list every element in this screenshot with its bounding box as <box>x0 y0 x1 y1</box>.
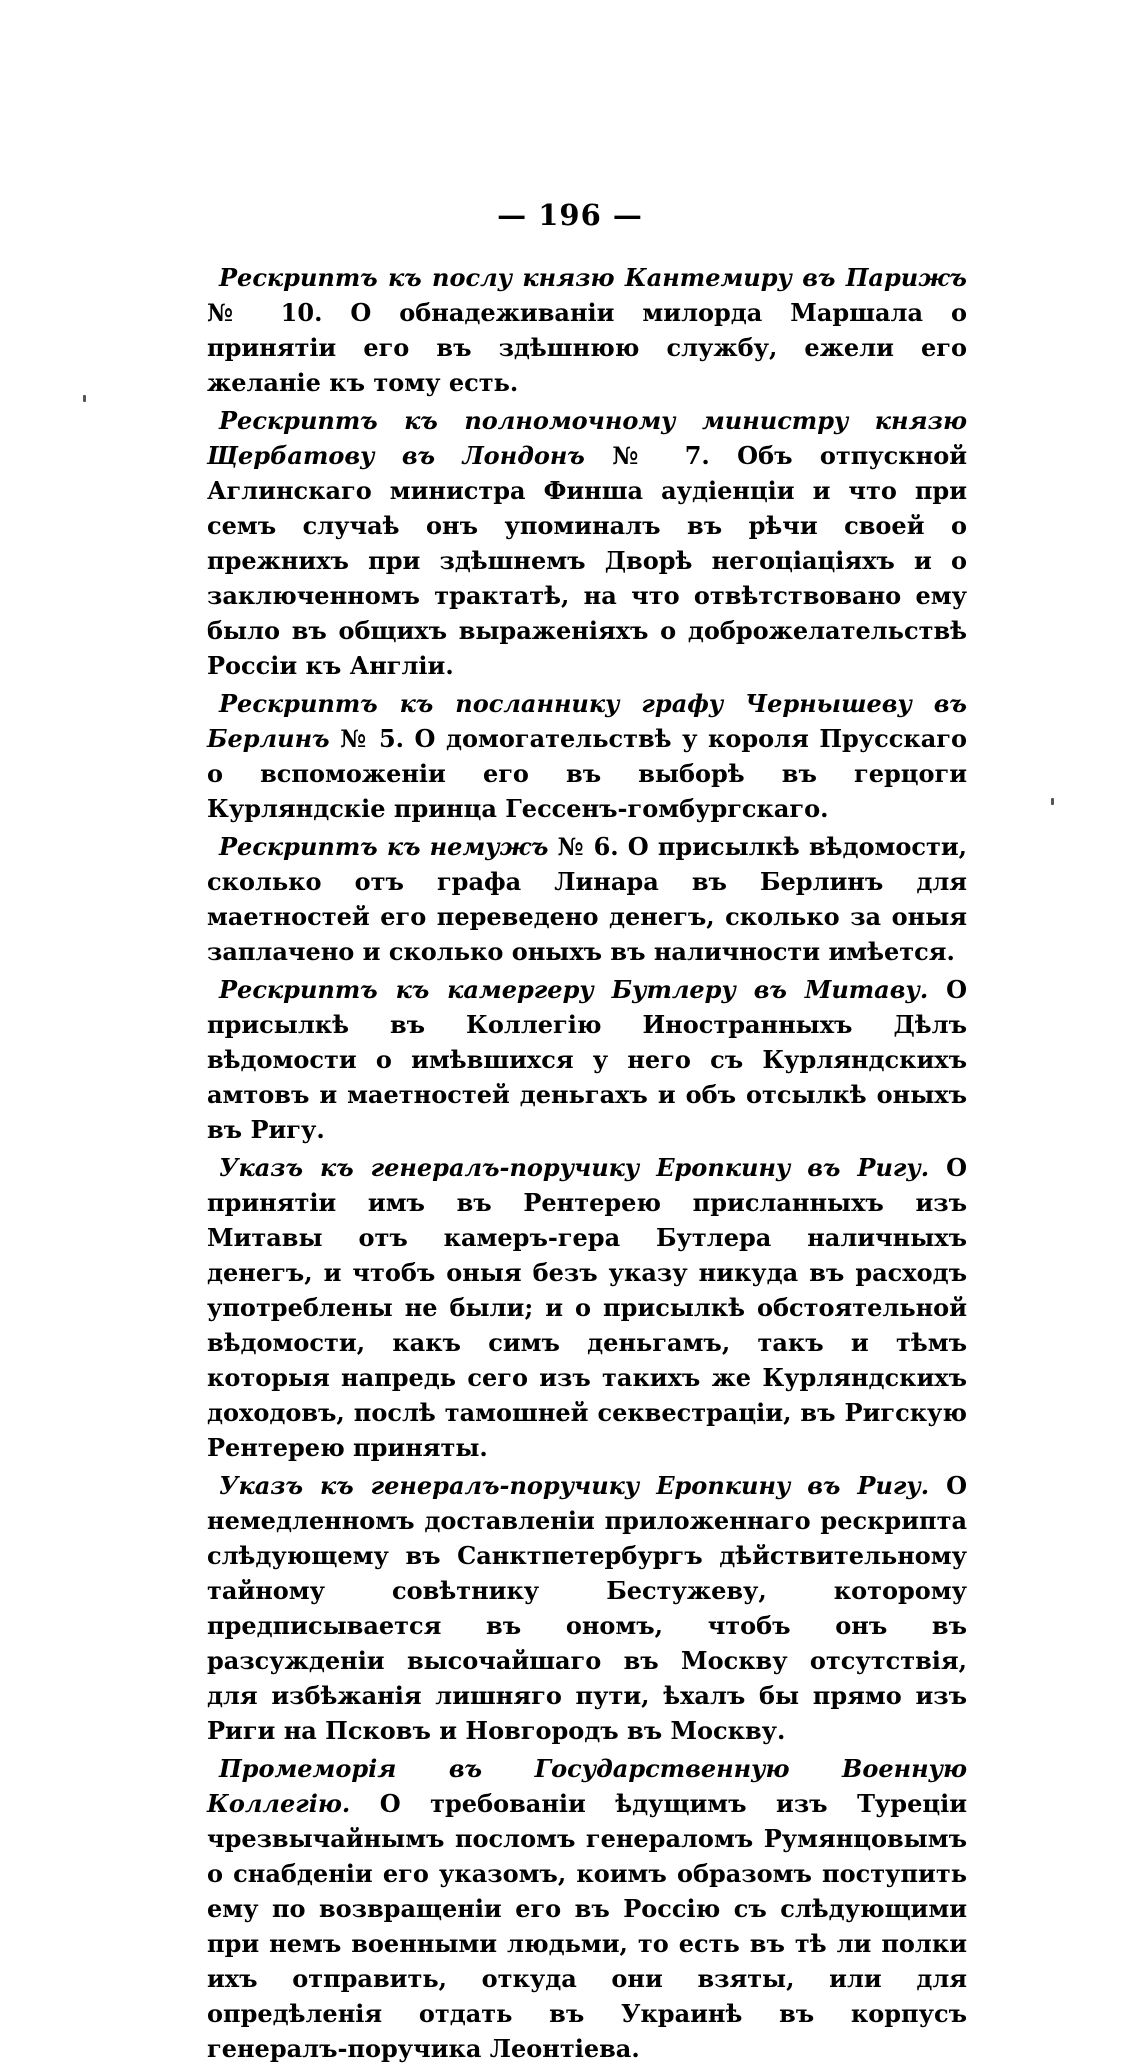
entry-rescript-shcherbatov <box>207 403 967 683</box>
entry-text: № 7. Объ отпускной Аглинскаго министра Финша аудiенцiи и что при семъ случаѣ онъ упоминалъ въ рѣчи своей о прежнихъ при здѣшнемъ Дворѣ негоцiацiяхъ и о заключенномъ трактатѣ, на что отвѣтствовано ему было въ общихъ выраженiяхъ о доброжелательствѣ Россiи къ Англiи. <box>207 441 968 680</box>
entry-heading: Рескриптъ къ немужъ <box>219 832 549 861</box>
entry-decree-eropkin-1 <box>207 1150 967 1465</box>
entry-heading: Промеморiя въ Государственную Военную Коллегiю. <box>207 1754 967 1818</box>
entry-heading: Рескриптъ къ камергеру Бутлеру въ Митаву. <box>219 975 929 1004</box>
scan-speck <box>83 395 86 402</box>
entry-heading: Рескриптъ къ послу князю Кантемиру въ Парижъ <box>219 263 967 292</box>
entry-promemoria-military-college <box>207 1751 967 2066</box>
entry-heading: Рескриптъ къ посланнику графу Чернышеву въ Берлинъ <box>207 689 967 753</box>
entry-rescript-butler <box>207 972 967 1147</box>
entry-text: О немедленномъ доставленiи приложеннаго рескрипта слѣдующему въ Санктпетербургъ дѣйствительному тайному совѣтнику Бестужеву, которому предписывается въ ономъ, чтобъ онъ въ разсужденiи высочайшаго въ Москву отсутствiя, для избѣжанiя лишняго пути, ѣхалъ бы прямо изъ Риги на Псковъ и Новгородъ въ Москву. <box>207 1471 968 1745</box>
entry-text: О принятiи имъ въ Рентерею присланныхъ изъ Митавы отъ камеръ-гера Бутлера наличныхъ денегъ, и чтобъ оныя безъ указу никуда въ расходъ употреблены не были; и о присылкѣ обстоятельной вѣдомости, какъ симъ деньгамъ, такъ и тѣмъ которыя напредь сего изъ такихъ же Курляндскихъ доходовъ, послѣ тамошней секвестрацiи, въ Ригскую Рентерею приняты. <box>207 1153 968 1462</box>
entry-text: № 6. О присылкѣ вѣдомости, сколько отъ графа Линара въ Берлинъ для маетностей его переведено денегъ, сколько за оныя заплачено и сколько оныхъ въ наличности имѣется. <box>207 832 967 966</box>
entry-text: № 5. О домогательствѣ у короля Прусскаго о вспоможенiи его въ выборѣ въ герцоги Курляндскiе принца Гессенъ-гомбургскаго. <box>207 724 967 823</box>
entry-rescript-same <box>207 829 967 969</box>
entry-text: О присылкѣ въ Коллегiю Иностранныхъ Дѣлъ вѣдомости о имѣвшихся у него съ Курляндскихъ амтовъ и маетностей деньгахъ и объ отсылкѣ оныхъ въ Ригу. <box>207 975 968 1144</box>
entry-rescript-chernyshev <box>207 686 967 826</box>
entry-decree-eropkin-2 <box>207 1468 967 1748</box>
entry-heading: Рескриптъ къ полномочному министру князю Щербатову въ Лондонъ <box>207 406 967 470</box>
page-number: — 196 — <box>497 198 643 232</box>
entry-heading: Указъ къ генералъ-поручику Еропкину въ Ригу. <box>219 1153 930 1182</box>
entry-text: О требованiи ѣдущимъ изъ Турецiи чрезвычайнымъ посломъ генераломъ Румянцовымъ о снабденiи его указомъ, коимъ образомъ поступить ему по возвращенiи его въ Россiю съ слѣдующими при немъ военными людьми, то есть въ тѣ ли полки ихъ отправить, откуда они взяты, или для опредѣленiя отдать въ Украинѣ въ корпусъ генералъ-поручика Леонтiева. <box>207 1789 967 2063</box>
text-body <box>207 260 967 2069</box>
entry-heading: Указъ къ генералъ-поручику Еропкину въ Ригу. <box>219 1471 930 1500</box>
entry-rescript-kantemir <box>207 260 967 400</box>
scan-speck <box>1051 798 1054 805</box>
entry-text: № 10. О обнадеживанiи милорда Маршала о принятiи его въ здѣшнюю службу, ежели его желанiе къ тому есть. <box>207 298 967 397</box>
